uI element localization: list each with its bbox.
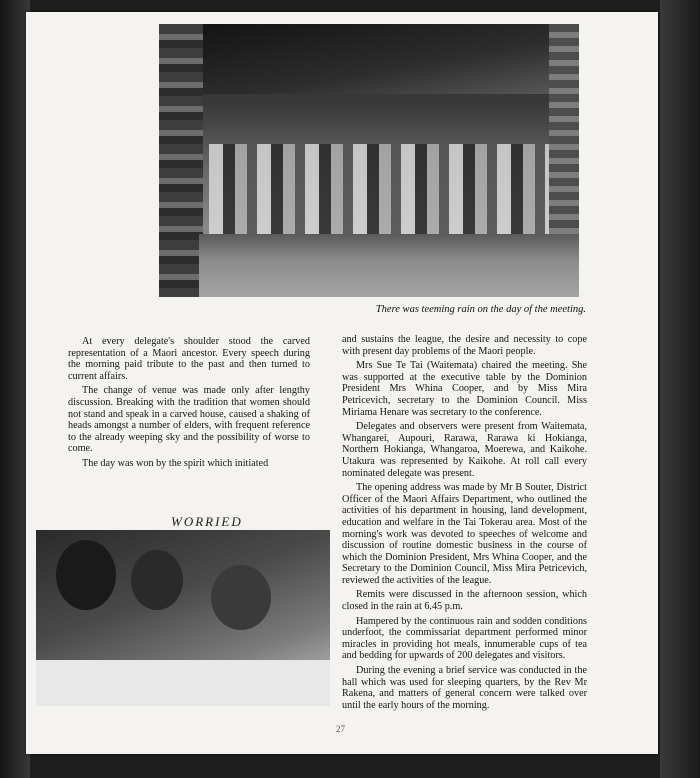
magazine-page [26,12,658,754]
woman-head-middle [131,550,183,610]
woman-head-right [211,565,271,630]
table-surface [36,660,330,706]
scan-background-right [660,0,700,778]
worried-heading: WORRIED [171,514,243,529]
right-text-column [342,334,587,714]
top-photo [159,24,579,297]
left-paragraph: The change of venue was made only after lengthy discussion. Breaking with the tradition that women should not stand and speak in a carved house, caused a shaking of heads amongst a number of elders, with frequent reference to the already weeping sky and the possibility of worse to come. [68,385,310,455]
porch-platform [199,234,579,297]
right-paragraph: Remits were discussed in the afternoon session, which closed in the rain at 6.45 p.m. [342,589,587,613]
bottom-photo [36,530,330,706]
crowd-of-people [209,144,549,239]
page-number: 27 [336,724,345,734]
left-paragraph: The day was won by the spirit which initiated [82,457,269,469]
right-paragraph: Delegates and observers were present from Waitemata, Whangarei, Aupouri, Rarawa, Rarawa ki Hokianga, Northern Hokianga, Whangaroa, Moerewa, and Kaikohe. Utakura was represented by Kaikohe. At roll call every nominated delegate was present. [342,421,587,479]
carved-post-left [159,24,203,297]
left-paragraph: At every delegate's shoulder stood the carved representation of a Maori ancestor. Every speech during the morning paid tribute to the past and then turned to current affairs. [68,336,310,382]
right-paragraph: During the evening a brief service was conducted in the hall which was used for sleeping quarters, by the Rev Mr Rakena, and matters of general concern were talked over until the early hours of the morning. [342,665,587,711]
right-paragraph: and sustains the league, the desire and necessity to cope with present day problems of the Maori people. [342,334,587,357]
top-photo-caption: There was teeming rain on the day of the meeting. [375,304,586,315]
right-paragraph: Mrs Sue Te Tai (Waitemata) chaired the meeting. She was supported at the executive table by the Dominion President Mrs Whina Cooper, and by Miss Mira Petricevich, secretary to the Dominion Council. Miss Miriama Henare was secretary to the conference. [342,360,587,418]
right-paragraph: The opening address was made by Mr B Souter, District Officer of the Maori Affairs Department, who outlined the activities of his department in housing, land development, education and welfare in the Tai Tokerau area. Most of the morning's work was devoted to speeches of welcome and discussion of routine domestic business in the course of which the Dominion President, Mrs Whina Cooper, and the Secretary to the Dominion Council, Miss Mira Petricevich, reviewed the activities of the league. [342,482,587,586]
left-text-column [68,336,310,473]
woman-head-left [56,540,116,610]
meeting-house-roof [159,24,579,94]
right-paragraph: Hampered by the continuous rain and sodden conditions underfoot, the commissariat department performed minor miracles in providing hot meals, innumerable cups of tea and bedding for upwards of 200 delegates and visitors. [342,615,587,662]
